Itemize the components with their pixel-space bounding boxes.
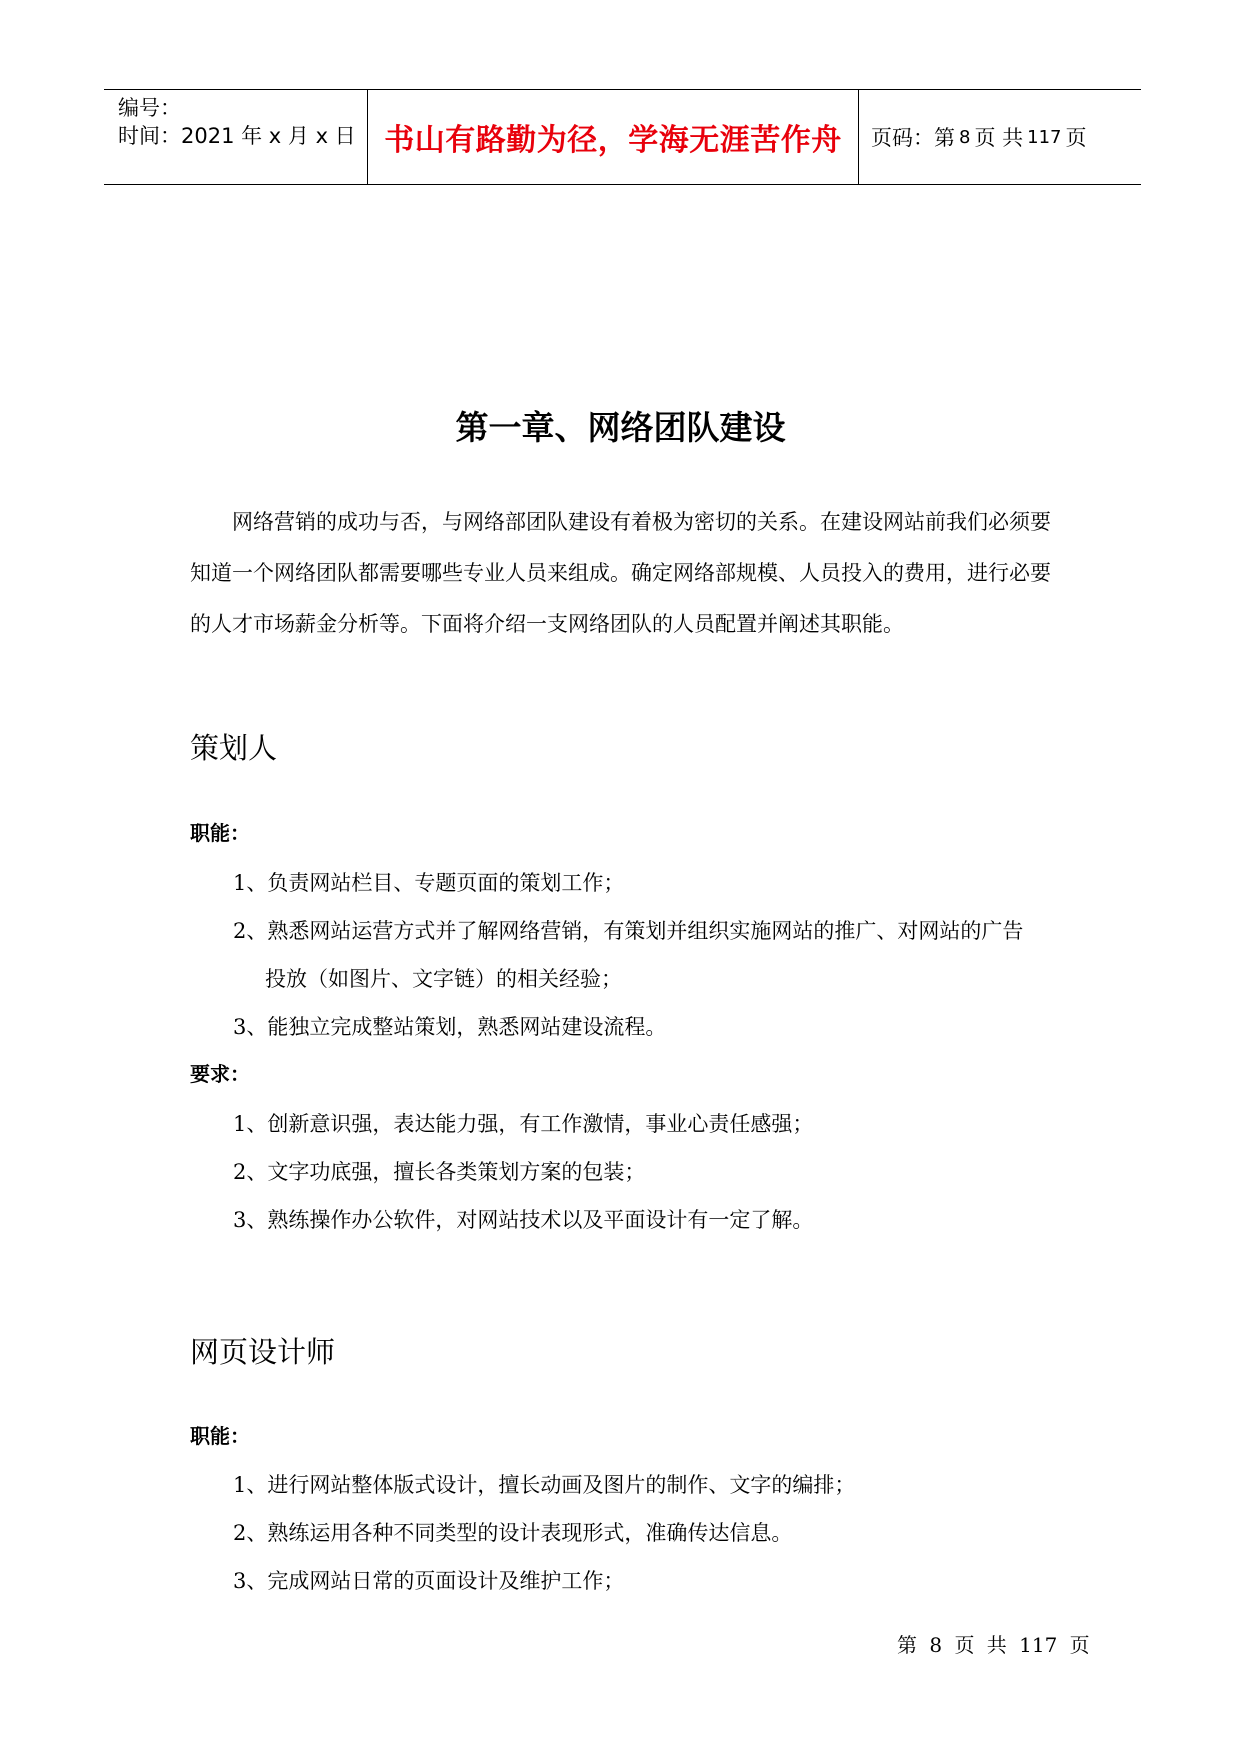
header-page-info (859, 90, 1141, 184)
page-footer: 第 8 页 共 117 页 (897, 1633, 1090, 1657)
header-page-prefix: 页码：第 (871, 126, 955, 150)
planner-req-1: 1、创新意识强，表达能力强，有工作激情，事业心责任感强； (233, 1112, 814, 1136)
header-page-number: 8 (959, 126, 971, 148)
page-header (104, 89, 1141, 185)
designer-duties-label: 职能： (190, 1424, 250, 1448)
designer-duty-2: 2、熟练运用各种不同类型的设计表现形式，准确传达信息。 (233, 1521, 793, 1545)
chapter-title: 第一章、网络团队建设 (455, 408, 786, 447)
header-time-label: 时间：2021 年 x 月 x 日 (118, 124, 356, 148)
planner-req-label: 要求： (190, 1062, 250, 1086)
planner-duty-2: 2、熟悉网站运营方式并了解网络营销，有策划并组织实施网站的推广、对网站的广告 (233, 919, 1024, 943)
header-motto: 书山有路勤为径，学海无涯苦作舟 (368, 90, 859, 184)
header-page-total: 117 (1027, 126, 1062, 148)
header-number-label: 编号： (118, 96, 181, 120)
planner-req-2: 2、文字功底强，擅长各类策划方案的包装； (233, 1160, 646, 1184)
section-title-planner: 策划人 (190, 731, 278, 765)
planner-req-3: 3、熟练操作办公软件，对网站技术以及平面设计有一定了解。 (233, 1208, 814, 1232)
section-title-web-designer: 网页设计师 (190, 1335, 336, 1369)
designer-duty-1: 1、进行网站整体版式设计，擅长动画及图片的制作、文字的编排； (233, 1473, 856, 1497)
designer-duty-3: 3、完成网站日常的页面设计及维护工作； (233, 1569, 625, 1593)
header-page-suffix: 页 (1065, 126, 1087, 150)
planner-duties-label: 职能： (190, 821, 250, 845)
planner-duty-1: 1、负责网站栏目、专题页面的策划工作； (233, 871, 625, 895)
planner-duty-3: 3、能独立完成整站策划，熟悉网站建设流程。 (233, 1015, 667, 1039)
planner-duty-2-cont: 投放（如图片、文字链）的相关经验； (265, 967, 622, 991)
header-page-mid: 页 共 (974, 126, 1024, 150)
intro-paragraph: 网络营销的成功与否，与网络部团队建设有着极为密切的关系。在建设网站前我们必须要知道一个网络团队都需要哪些专业人员来组成。确定网络部规模、人员投入的费用，进行必要的人才市场薪金分析等。下面将介绍一支网络团队的人员配置并阐述其职能。 (190, 510, 1051, 636)
header-meta (104, 90, 368, 184)
